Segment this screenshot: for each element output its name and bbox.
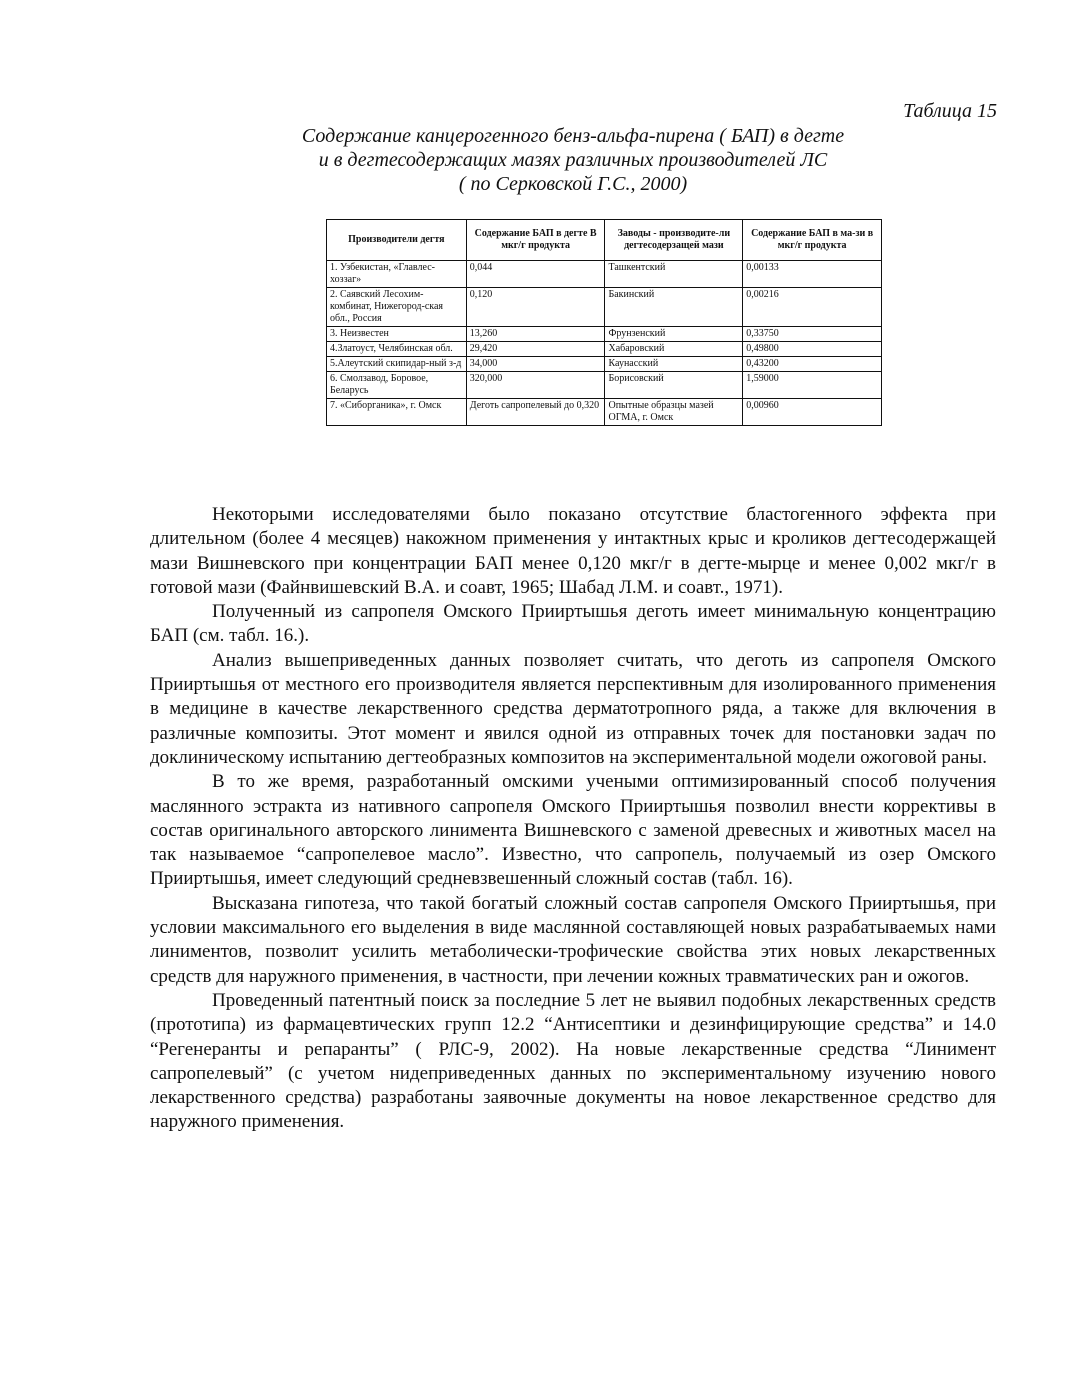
table-cell: 320,000 <box>466 372 605 399</box>
table-header-row <box>327 220 882 261</box>
table-cell: 13,260 <box>466 327 605 342</box>
table-row <box>327 342 882 357</box>
table-row <box>327 372 882 399</box>
table-cell: 4.Златоуст, Челябинская обл. <box>327 342 467 357</box>
table-cell: Опытные образцы мазей ОГМА, г. Омск <box>605 399 743 426</box>
table-cell: 0,33750 <box>743 327 882 342</box>
table-cell: 0,43200 <box>743 357 882 372</box>
paragraph: Высказана гипотеза, что такой богатый сложный состав сапропеля Омского Прииртышья, при условии максимального его выделения в виде маслянной составляющей новых разрабатываемых нами линиментов, позволит усилить метаболически-трофические свойства этих новых лекарственных средств для наружного применения, в частности, при лечении кожных травматических ран и ожогов. <box>150 892 996 987</box>
caption-line-3: ( по Серковской Г.С., 2000) <box>458 173 688 195</box>
table-cell: 0,00960 <box>743 399 882 426</box>
table-cell: Хабаровский <box>605 342 743 357</box>
table-cell: 7. «Сиборганика», г. Омск <box>327 399 467 426</box>
paragraph: Проведенный патентный поиск за последние 5 лет не выявил подобных лекарственных средств (прототипа) из фармацевтических групп 12.2 “Антисептики и дезинфицирующие средства” и 14.0 “Регенеранты и репаранты” ( РЛС-9, 2002). На новые лекарственные средства “Линимент сапропелевый” (с учетом нидеприведенных данных по экспериментальному изучению нового лекарственного средства) разработаны заявочные документы на новое лекарственное средство для наружного применения. <box>150 989 996 1133</box>
table-cell: Каунасский <box>605 357 743 372</box>
header-bap-in-tar: Содержание БАП в дегте В мкг/г продукта <box>466 220 605 261</box>
table-row <box>327 399 882 426</box>
table-cell: 0,00216 <box>743 288 882 327</box>
header-tar-producers: Производители дегтя <box>327 220 467 261</box>
paragraph: Некоторыми исследователями было показано отсутствие бластогенного эффекта при длительном (более 4 месяцев) накожном применения у интактных крыс и кроликов дегтесодержащей мази Вишневского при концентрации БАП менее 0,120 мкг/г в дегте-мырце и менее 0,002 мкг/г в готовой мази (Файнвишевский В.А. и соавт, 1965; Шабад Л.М. и соавт., 1971). <box>150 504 996 598</box>
table-cell: 34,000 <box>466 357 605 372</box>
paragraph: В то же время, разработанный омскими учеными оптимизированный способ получения маслянного эстракта из нативного сапропеля Омского Прииртышья позволил внести коррективы в состав оригинального авторского линимента Вишневского с заменой древесных и животных масел на так называемое “сапропелевое масло”. Известно, что сапропель, получаемый из озер Омского Прииртышья, имеет следующий средневзвешенный сложный состав (табл. 16). <box>150 771 996 890</box>
table-cell: 3. Неизвестен <box>327 327 467 342</box>
header-ointment-factories: Заводы - производите-ли дегтесодерзащей мази <box>605 220 743 261</box>
table-cell: Борисовский <box>605 372 743 399</box>
table-row <box>327 357 882 372</box>
header-bap-in-ointment: Содержание БАП в ма-зи в мкг/г продукта <box>743 220 882 261</box>
table-cell: Бакинский <box>605 288 743 327</box>
table-cell: 0,044 <box>466 261 605 288</box>
caption-line-1: Содержание канцерогенного бенз-альфа-пирена ( БАП) в дегте <box>301 125 845 147</box>
paragraph: Анализ вышеприведенных данных позволяет считать, что деготь из сапропеля Омского Прииртышья от местного его производителя является перспективным для изолированного применения в медицине в качестве лекарственного средства дерматотропного ряда, а также для включения в различные композиты. Этот момент и явился одной из отправных точек для постановки задач по доклиническому испытанию дегтеобразных композитов на экспериментальной модели ожоговой раны. <box>150 649 996 768</box>
table-cell: 2. Саявский Лесохим-комбинат, Нижегород-ская обл., Россия <box>327 288 467 327</box>
bap-content-table <box>326 219 882 426</box>
table-cell: Деготь сапропелевый до 0,320 <box>466 399 605 426</box>
table-row <box>327 327 882 342</box>
table-cell: 5.Алеутский скипидар-ный з-д <box>327 357 467 372</box>
table-cell: 29,420 <box>466 342 605 357</box>
table-cell: 0,120 <box>466 288 605 327</box>
table-row <box>327 288 882 327</box>
paragraph: Полученный из сапропеля Омского Прииртышья деготь имеет минимальную концентрацию БАП (см. табл. 16.). <box>150 601 996 647</box>
table-row <box>327 261 882 288</box>
table-cell: Ташкентский <box>605 261 743 288</box>
caption-line-2: и в дегтесодержащих мазях различных производителей ЛС <box>318 149 828 171</box>
table-cell: 0,00133 <box>743 261 882 288</box>
table-cell: 6. Смолзавод, Боровое, Беларусь <box>327 372 467 399</box>
table-caption <box>150 124 996 196</box>
table-number-label: Таблица 15 <box>903 100 997 122</box>
body-text <box>150 503 996 1135</box>
table-cell: 1. Узбекистан, «Главлес-хоззаг» <box>327 261 467 288</box>
table-cell: 0,49800 <box>743 342 882 357</box>
table-cell: Фрунзенский <box>605 327 743 342</box>
table-cell: 1,59000 <box>743 372 882 399</box>
